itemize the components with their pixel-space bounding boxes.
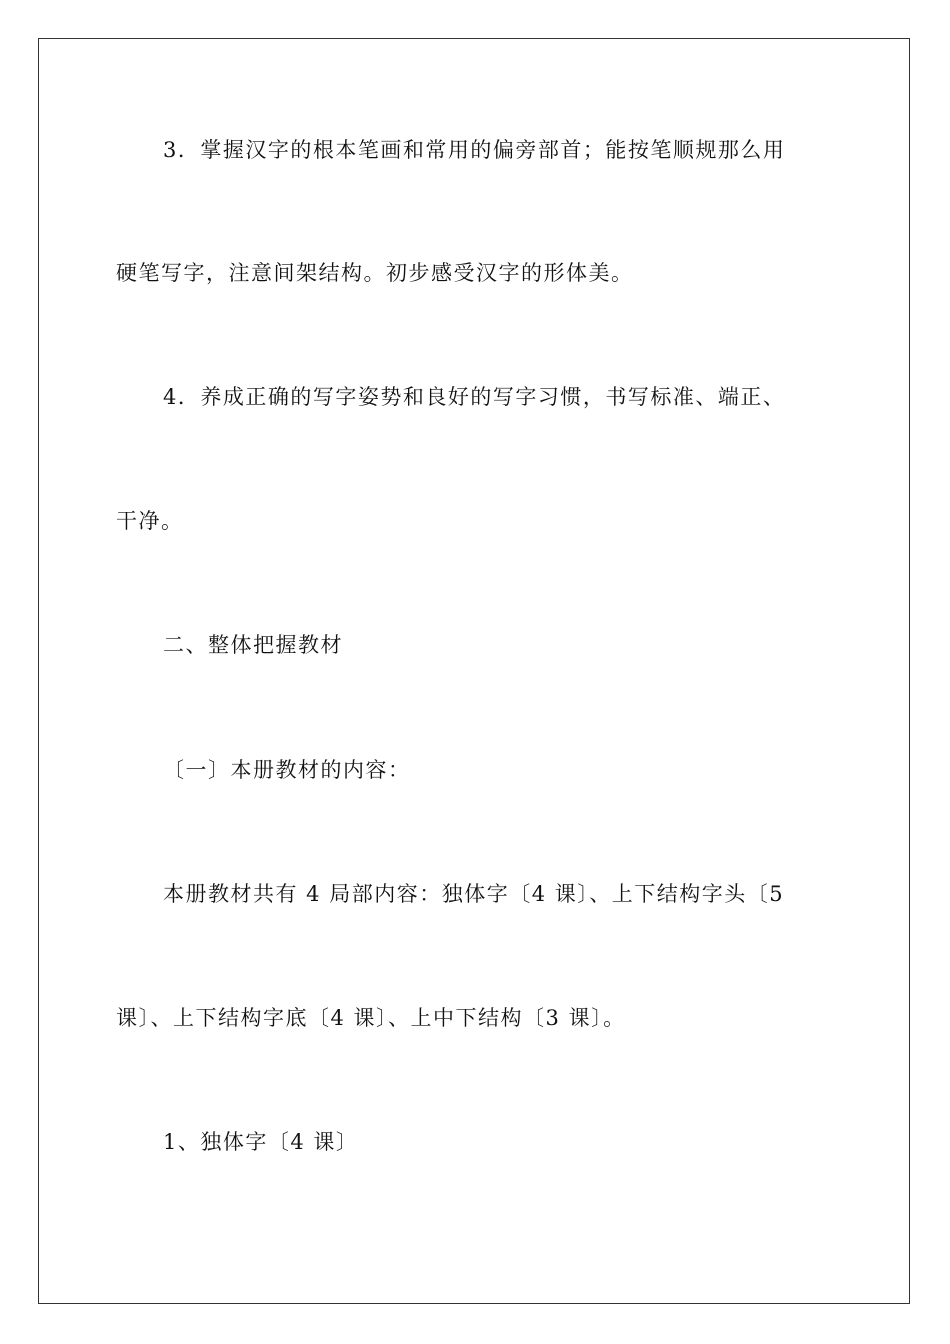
paragraph-line-goal-3: 3．掌握汉字的根本笔画和常用的偏旁部首；能按笔顺规那么用 [163, 138, 786, 162]
section-heading: 二、整体把握教材 [163, 633, 343, 657]
list-item-heading: 1、独体字〔4 课〕 [163, 1130, 359, 1154]
paragraph-line-goal-4: 4．养成正确的写字姿势和良好的写字习惯，书写标准、端正、 [163, 385, 786, 409]
paragraph-line-goal-3-cont: 硬笔写字，注意间架结构。初步感受汉字的形体美。 [116, 261, 634, 285]
subsection-heading: 〔一〕本册教材的内容： [163, 758, 411, 782]
paragraph-line-content-cont: 课〕、上下结构字底〔4 课〕、上中下结构〔3 课〕。 [116, 1006, 626, 1030]
paragraph-line-goal-4-cont: 干净。 [116, 509, 184, 533]
paragraph-line-content: 本册教材共有 4 局部内容：独体字〔4 课〕、上下结构字头〔5 [163, 882, 785, 906]
page-frame [38, 38, 910, 1304]
